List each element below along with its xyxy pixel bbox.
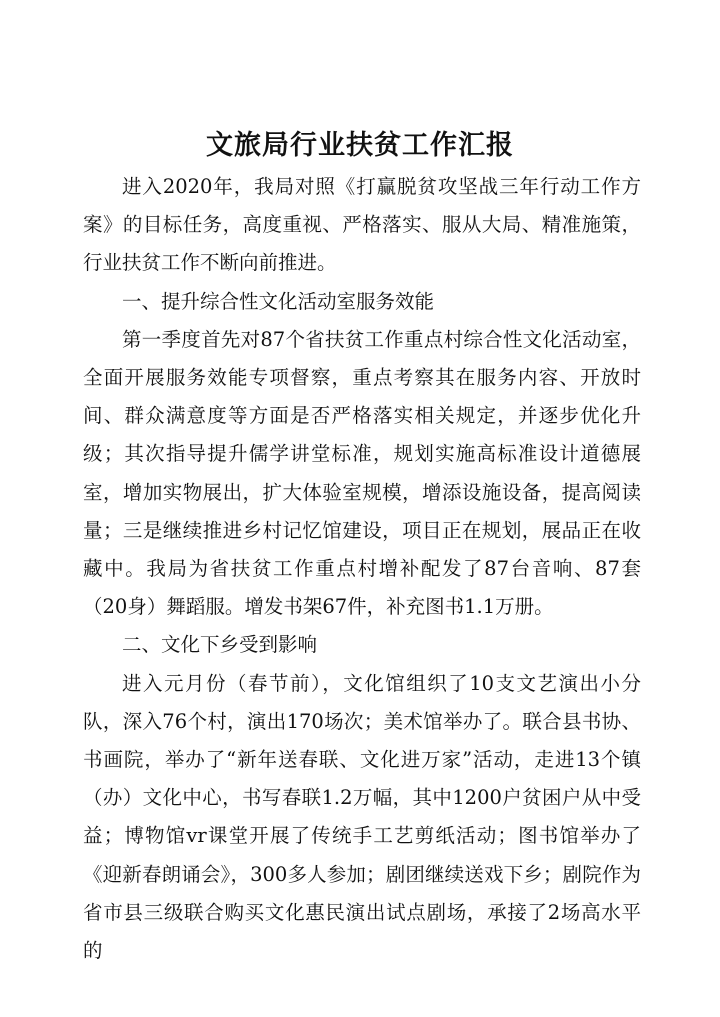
document-body — [83, 168, 641, 970]
document-title: 文旅局行业扶贫工作汇报 — [206, 130, 514, 161]
paragraph-section-1: 第一季度首先对87个省扶贫工作重点村综合性文化活动室，全面开展服务效能专项督察，重点考察其在服务内容、开放时间、群众满意度等方面是否严格落实相关规定，并逐步优化升级；其次指导提升儒学讲堂标准，规划实施高标准设计道德展室，增加实物展出，扩大体验室规模，增添设施设备，提高阅读量；三是继续推进乡村记忆馆建设，项目正在规划，展品正在收藏中。我局为省扶贫工作重点村增补配发了87台音响、87套（20身）舞蹈服。增发书架67件，补充图书1.1万册。 — [83, 327, 641, 619]
section-heading-1: 一、提升综合性文化活动室服务效能 — [122, 289, 435, 313]
paragraph-section-2: 进入元月份（春节前），文化馆组织了10支文艺演出小分队，深入76个村，演出170场次；美术馆举办了。联合县书协、书画院，举办了“新年送春联、文化进万家”活动，走进13个镇（办）文化中心，书写春联1.2万幅，其中1200户贫困户从中受益；博物馆vr课堂开展了传统手工艺剪纸活动；图书馆举办了《迎新春朗诵会》，300多人参加；剧团继续送戏下乡；剧院作为省市县三级联合购买文化惠民演出试点剧场，承接了2场高水平的 — [83, 671, 641, 963]
section-heading-2: 二、文化下乡受到影响 — [122, 633, 318, 657]
paragraph-intro: 进入2020年，我局对照《打赢脱贫攻坚战三年行动工作方案》的目标任务，高度重视、严格落实、服从大局、精准施策，行业扶贫工作不断向前推进。 — [83, 175, 641, 275]
